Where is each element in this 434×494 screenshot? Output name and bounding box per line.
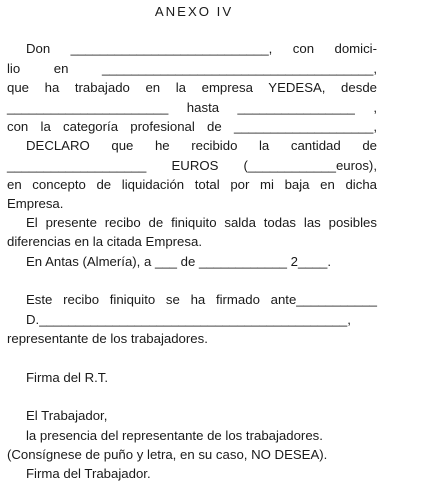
text-line-13: Este recibo finiquito se ha firmado ante___________ [26,292,377,307]
text-line-8: en concepto de liquidación total por mi baja en dicha [7,177,377,192]
text-line-2: lio en _____________________________________, [7,61,377,76]
text-line-12: En Antas (Almería), a ___ de ____________ 2____. [26,254,332,269]
text-line-15: representante de los trabajadores. [7,331,208,346]
text-line-3: que ha trabajado en la empresa YEDESA, desde [7,80,377,95]
text-line-6: DECLARO que he recibido la cantidad de [26,138,377,153]
text-line-10: El presente recibo de finiquito salda todas las posibles [26,215,377,230]
text-line-5: con la categoría profesional de ___________________, [7,119,377,134]
text-line-20: Firma del Trabajador. [26,466,151,481]
text-line-1: Don ___________________________, con domici- [26,41,377,56]
text-line-16: Firma del R.T. [26,370,109,385]
text-line-11: diferencias en la citada Empresa. [7,234,202,249]
text-line-14: D.__________________________________________, [26,312,351,327]
text-line-4: ______________________ hasta ________________ , [7,100,377,115]
text-line-17: El Trabajador, [26,408,108,423]
text-line-7: ___________________ EUROS (____________euros), [7,158,377,173]
text-line-18: la presencia del representante de los trabajadores. [26,428,323,443]
text-line-19: (Consígnese de puño y letra, en su caso, NO DESEA). [7,447,328,462]
document-title: ANEXO IV [154,4,234,19]
text-line-9: Empresa. [7,196,64,211]
